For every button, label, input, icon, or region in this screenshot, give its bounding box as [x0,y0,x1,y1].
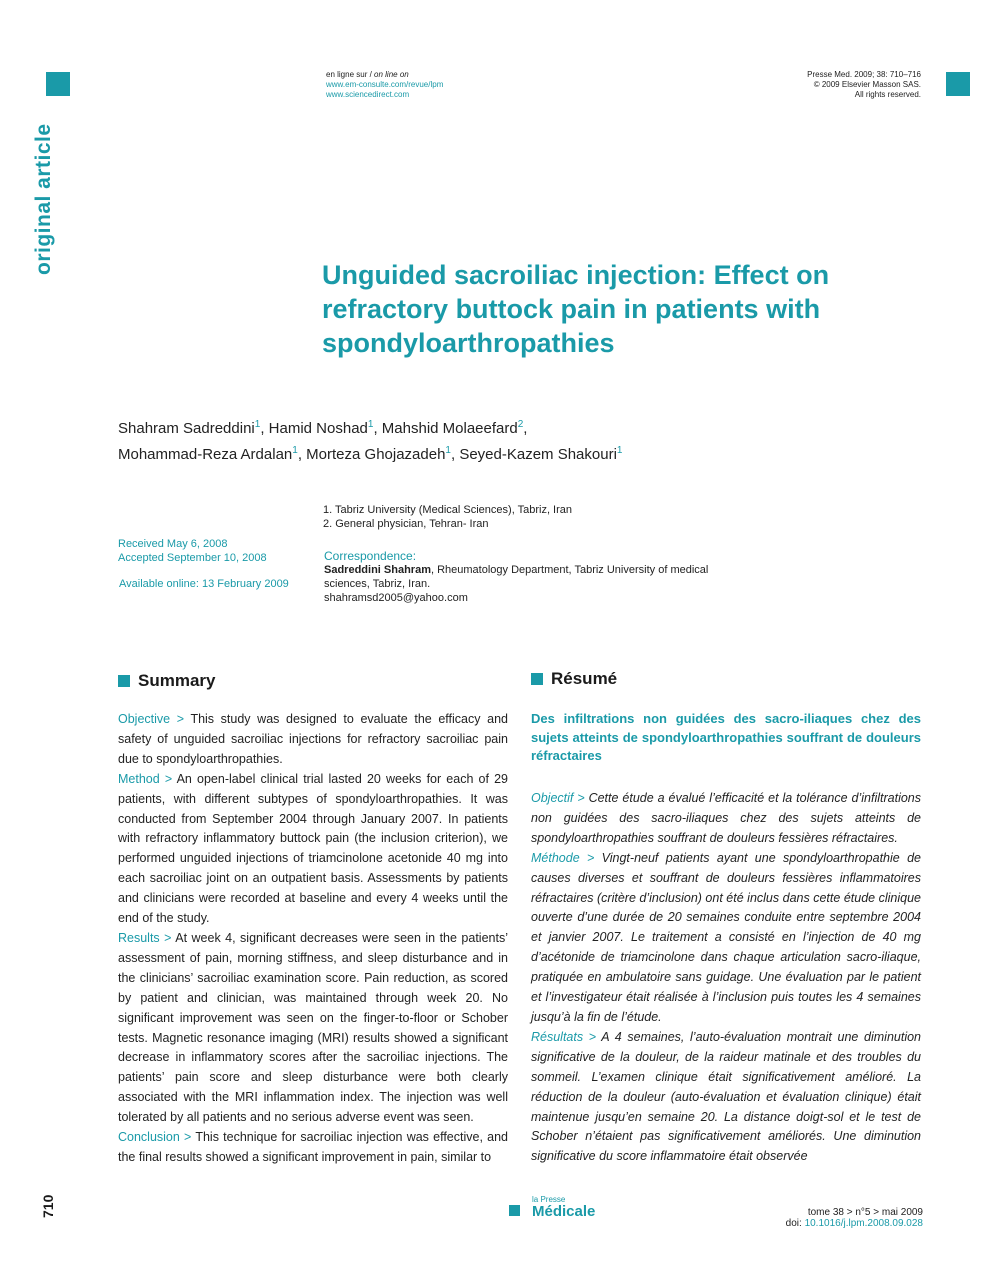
correspondence-heading: Correspondence: [324,549,417,563]
article-dates [118,537,267,565]
journal-citation: Presse Med. 2009; 38: 710–716 [807,70,921,79]
correspondence [324,549,724,605]
corner-square-right [946,72,970,96]
rights: All rights reserved. [854,90,921,99]
affiliation: 2. General physician, Tehran- Iran [323,518,489,530]
logo-square-icon [509,1205,520,1216]
section-label: original article [32,123,55,275]
heading-square-icon [118,675,130,687]
online-label: en ligne sur / on line on [326,70,409,79]
resume-methode: Méthode > Vingt-neuf patients ayant une spondyloarthropathie de causes diverses et souffrant de douleurs fessières inflammatoires réfractaires (critère d’inclusion) ont été inclus dans cette étude clinique ouverte d’une durée de 20 semaines conduite entre septembre 2004 et janvier 2007. Le traitement a consisté en l’injection de 40 mg d’acétonide de triamcinolone dans chaque articulation sacro-iliaque, pratiquée en ambulatoire sans guidage. Une évaluation par le patient et l’investigateur était réalisée à l’inclusion puis toutes les 4 semaines jusqu’à la fin de l’étude. [531,850,921,1024]
author: Shahram Sadreddini$^1$, [118,419,269,437]
author: Seyed-Kazem Shakouri$^1$ [459,445,623,463]
correspondence-address: Sadreddini Shahram, Rheumatology Department, Tabriz University of medical sciences, Tabriz, Iran. [324,564,709,590]
journal-url[interactable]: www.em-consulte.com/revue/lpm [326,80,444,89]
summary-method: Method > An open-label clinical trial lasted 20 weeks for each of 29 patients, with different subtypes of spondyloarthropathies. It was conducted from September 2004 through January 2007. In patients with refractory inflammatory buttock pain (the inclusion criterion), we performed unguided injections of triamcinolone acetonide 40 mg into each sacroiliac joint on an outpatient basis. Assessments by patients and clinicians were recorded at baseline and every 4 weeks until the end of the study. [118,771,509,926]
copyright: © 2009 Elsevier Masson SAS. [813,80,921,89]
summary-column [118,710,508,1168]
received-date: Received May 6, 2008 [118,538,228,550]
doi-link[interactable]: 10.1016/j.lpm.2008.09.028 [804,1218,923,1229]
citation-block [807,70,921,100]
article-title: Unguided sacroiliac injection: Effect on refractory buttock pain in patients with spondyloarthropathies [322,260,830,358]
issue-info: tome 38 > n°5 > mai 2009 [807,1207,923,1218]
logo-small-text: la Presse [532,1195,566,1204]
resume-objectif: Objectif > Cette étude a évalué l’efficacité et la tolérance d’infiltrations non guidées des sacro-iliaques chez des sujets atteints de spondyloarthropathies souffrant de douleurs fessières réfractaires. [531,791,922,845]
summary-objective: Objective > This study was designed to evaluate the efficacy and safety of unguided sacroiliac injections for refractory sacroiliac pain due to spondyloarthropathies. [118,712,508,766]
author: Hamid Noshad$^1$, [268,419,382,437]
resume-title: Des infiltrations non guidées des sacro-iliaques chez des sujets atteints de spondyloarthropathies souffrant de douleurs réfractaires [531,711,921,763]
available-online-date: Available online: 13 February 2009 [119,578,289,590]
online-availability [326,70,443,100]
doi-line: doi: 10.1016/j.lpm.2008.09.028 [785,1218,923,1229]
author: Mohammad-Reza Ardalan$^1$, [118,445,307,463]
heading-square-icon [531,673,543,685]
resume-heading: Résumé [531,669,617,689]
affiliations [323,503,572,531]
correspondence-email[interactable]: shahramsd2005@yahoo.com [324,592,468,604]
journal-logo [509,1196,595,1219]
resume-resultats: Résultats > A 4 semaines, l’auto-évaluation montrait une diminution significative de la douleur, de la raideur matinale et des troubles du sommeil. L’examen clinique était significativement amélioré. La réduction de la douleur (auto-évaluation et évaluation clinique) était maintenue jusqu’en semaine 20. La distance doigt-sol et le test de Schober n’étaient pas significativement améliorés. Une diminution significative du score inflammatoire était observée [531,1029,922,1164]
footer-citation [786,1207,923,1229]
accepted-date: Accepted September 10, 2008 [118,552,267,564]
summary-conclusion: Conclusion > This technique for sacroiliac injection was effective, and the final results showed a significant improvement in pain, similar to [118,1130,508,1164]
logo-big-text: Médicale [532,1203,596,1220]
author: Morteza Ghojazadeh$^1$, [306,445,460,463]
summary-results: Results > At week 4, significant decreases were seen in the patients’ assessment of pain, morning stiffness, and sleep disturbance and in the clinicians’ sacroiliac examination score. Pain reduction, as scored by patient and clinician, was maintained through week 20. No significant improvement was seen on the finger-to-floor or Schober tests. Magnetic resonance imaging (MRI) results showed a significant decrease in inflammatory scores after the sacroiliac injections. The patients’ pain score and sleep disturbance were both clearly associated with the MRI inflammation index. The injection was well tolerated by all patients and no serious adverse event was seen. [118,930,508,1125]
sciencedirect-url[interactable]: www.sciencedirect.com [326,90,410,99]
author-list [118,414,818,466]
author: Mahshid Molaeefard$^2$, [381,419,528,437]
resume-column [531,789,921,1167]
corner-square-left [46,72,70,96]
page-number: 710 [40,1194,56,1218]
summary-heading: Summary [118,671,215,691]
affiliation: 1. Tabriz University (Medical Sciences), Tabriz, Iran [323,504,573,516]
